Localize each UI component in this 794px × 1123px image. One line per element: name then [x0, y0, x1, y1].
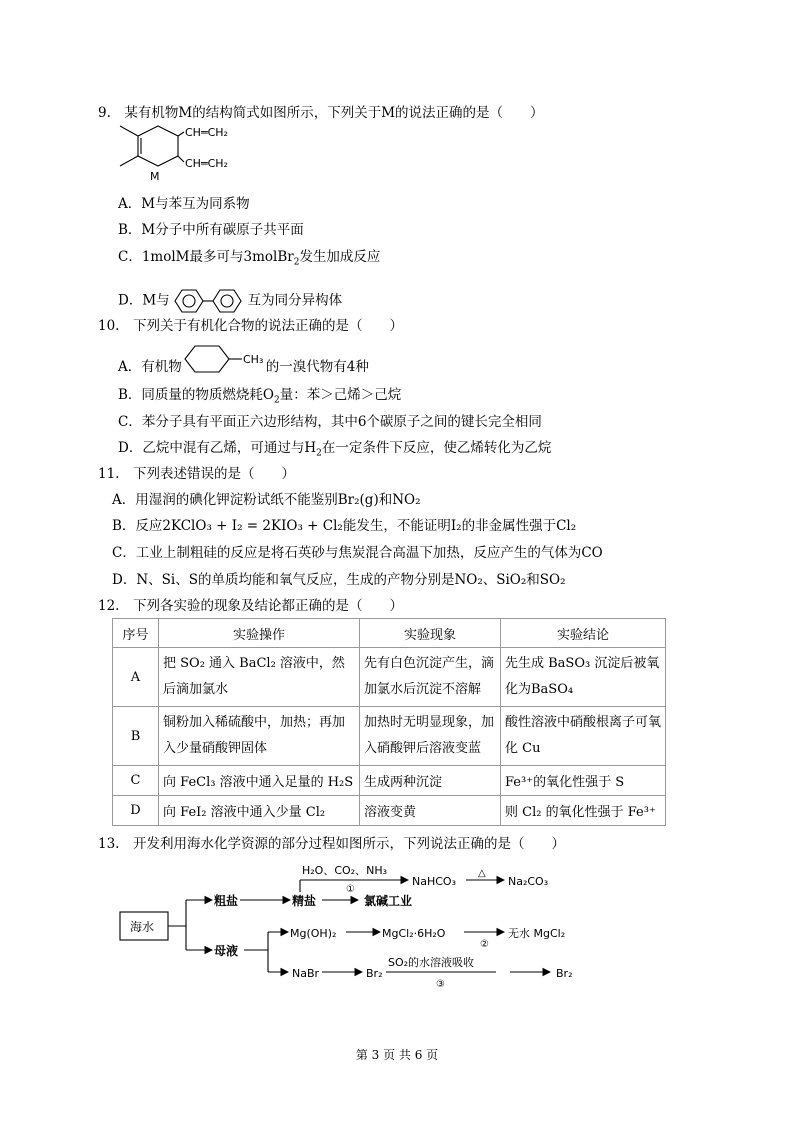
- vinyl-label-2: CH═CH₂: [185, 157, 228, 170]
- table-row: [113, 648, 666, 707]
- mgcl2-hydrate-label: MgCl₂·6H₂O: [382, 927, 446, 940]
- refined-salt-label: 精盐: [292, 894, 317, 908]
- q10-option-b: B．同质量的物质燃烧耗$O_2$量：苯＞己烯＞己烷: [118, 387, 402, 406]
- seawater-flow-diagram: [110, 856, 610, 996]
- methylcyclohexane-structure: [182, 342, 266, 376]
- table-row: [113, 766, 666, 796]
- table-cell: B: [113, 707, 159, 766]
- anhydrous-mgcl2-label: 无水 MgCl₂: [508, 927, 566, 940]
- q9-option-a: A．M与苯互为同系物: [118, 196, 250, 212]
- br2-label-a: Br₂: [366, 967, 383, 980]
- nahco3-label: NaHCO₃: [412, 875, 456, 888]
- q10-option-c: C．苯分子具有平面正六边形结构，其中6个碳原子之间的键长完全相同: [118, 414, 542, 430]
- q11-option-b: B．反应2KClO₃ + I₂ = 2KIO₃ + Cl₂能发生，不能证明I₂的非金属性强于Cl₂: [112, 518, 577, 534]
- q9-option-c: C．1molM最多可与3molBr$_2$发生加成反应: [118, 249, 381, 268]
- vinyl-label-1: CH═CH₂: [185, 126, 228, 139]
- table-cell: 溶液变黄: [360, 796, 501, 826]
- seawater-box-label: 海水: [130, 920, 155, 934]
- nabr-label: NaBr: [292, 967, 320, 980]
- structure-m-label: M: [150, 170, 160, 182]
- q10-option-a: A．有机物 CH₃ 的一溴代物有4种: [118, 342, 369, 376]
- table-cell: 酸性溶液中硝酸根离子可氧化 Cu: [501, 707, 666, 766]
- table-cell: C: [113, 766, 159, 796]
- na2co3-label: Na₂CO₃: [508, 875, 549, 888]
- header-cell: 实验结论: [501, 619, 666, 648]
- experiment-table: [112, 618, 666, 826]
- question-10-stem: 10. 下列关于有机化合物的说法正确的是（ ）: [98, 318, 403, 334]
- table-cell: 加热时无明显现象，加入硝酸钾后溶液变蓝: [360, 707, 501, 766]
- q11-option-a: A．用湿润的碘化钾淀粉试纸不能鉴别Br₂(g)和NO₂: [112, 492, 421, 508]
- so2-absorb-label: SO₂的水溶液吸收: [388, 956, 475, 969]
- step-3-label: ③: [436, 979, 445, 990]
- heat-symbol: △: [478, 868, 486, 879]
- mother-liquor-label: 母液: [214, 944, 239, 958]
- q11-option-d: D．N、Si、S的单质均能和氧气反应，生成的产物分别是NO₂、SiO₂和SO₂: [112, 572, 566, 588]
- q9-option-d: D．M与 互为同分异构体: [118, 286, 342, 316]
- question-9-stem: 9. 某有机物M的结构简式如图所示，下列关于M的说法正确的是（ ）: [98, 105, 544, 121]
- structure-m-diagram: [112, 120, 252, 182]
- reagents-label: H₂O、CO₂、NH₃: [302, 864, 387, 877]
- table-cell: 生成两种沉淀: [360, 766, 501, 796]
- table-cell: 先有白色沉淀产生，滴加氯水后沉淀不溶解: [360, 648, 501, 707]
- chlor-alkali-label: 氯碱工业: [364, 894, 413, 908]
- step-1-label: ①: [346, 884, 355, 895]
- br2-label-b: Br₂: [556, 967, 573, 980]
- question-13-stem: 13. 开发利用海水化学资源的部分过程如图所示，下列说法正确的是（ ）: [98, 836, 565, 852]
- table-cell: 向 FeI₂ 溶液中通入少量 Cl₂: [159, 796, 360, 826]
- table-cell: 向 FeCl₃ 溶液中通入足量的 H₂S: [159, 766, 360, 796]
- table-cell: 先生成 BaSO₃ 沉淀后被氧化为BaSO₄: [501, 648, 666, 707]
- table-row: [113, 707, 666, 766]
- table-cell: Fe³⁺的氧化性强于 S: [501, 766, 666, 796]
- table-cell: 铜粉加入稀硫酸中，加热；再加入少量硝酸钾固体: [159, 707, 360, 766]
- mgoh2-label: Mg(OH)₂: [290, 927, 337, 940]
- header-cell: 实验现象: [360, 619, 501, 648]
- table-cell: A: [113, 648, 159, 707]
- q9-option-b: B．M分子中所有碳原子共平面: [118, 222, 304, 238]
- crude-salt-label: 粗盐: [214, 894, 239, 908]
- ch3-label: CH₃: [242, 353, 264, 366]
- question-12-stem: 12. 下列各实验的现象及结论都正确的是（ ）: [98, 598, 403, 614]
- table-row: [113, 796, 666, 826]
- table-header-row: [113, 619, 666, 648]
- table-cell: D: [113, 796, 159, 826]
- page-footer: 第 3 页 共 6 页: [355, 1048, 439, 1062]
- table-cell: 把 SO₂ 通入 BaCl₂ 溶液中，然后滴加氯水: [159, 648, 360, 707]
- q11-option-c: C．工业上制粗硅的反应是将石英砂与焦炭混合高温下加热，反应产生的气体为CO: [112, 545, 603, 561]
- header-cell: 实验操作: [159, 619, 360, 648]
- step-2-label: ②: [480, 939, 489, 950]
- q10-option-d: D．乙烷中混有乙烯，可通过与$H_2$在一定条件下反应，使乙烯转化为乙烷: [118, 440, 552, 459]
- question-11-stem: 11. 下列表述错误的是（ ）: [98, 466, 295, 482]
- header-cell: 序号: [113, 619, 159, 648]
- table-cell: 则 Cl₂ 的氧化性强于 Fe³⁺: [501, 796, 666, 826]
- biphenyl-structure: [170, 286, 248, 316]
